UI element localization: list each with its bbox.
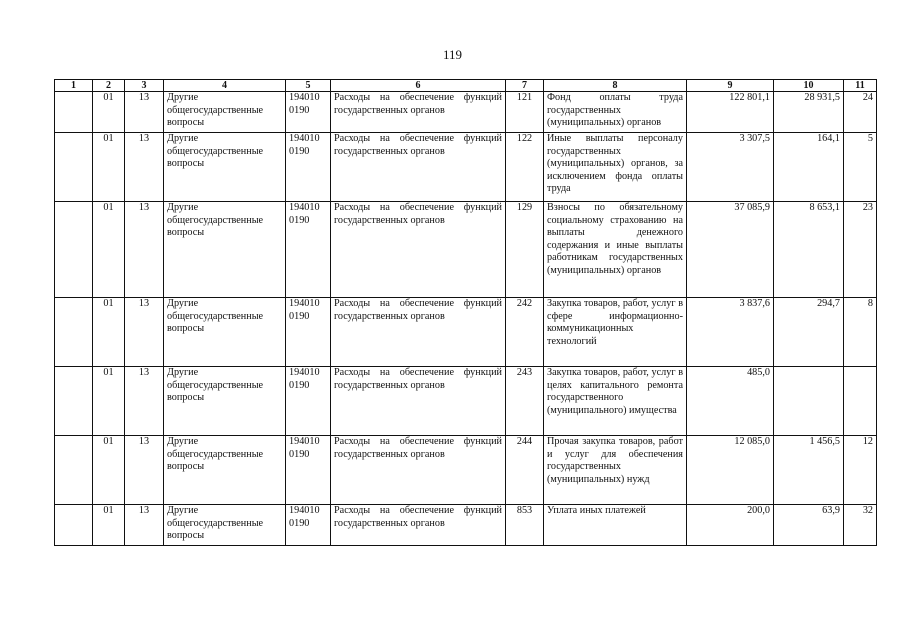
column-header: 10 xyxy=(774,80,844,92)
cell-target-code: 194010 0190 xyxy=(286,92,331,133)
cell-amount-plan: 3 307,5 xyxy=(687,133,774,202)
table-row xyxy=(55,505,877,546)
cell-target-code: 194010 0190 xyxy=(286,202,331,298)
cell-amount-actual: 8 653,1 xyxy=(774,202,844,298)
cell-amount-plan: 200,0 xyxy=(687,505,774,546)
column-header: 2 xyxy=(93,80,125,92)
cell-target-name: Расходы на обеспечение функций государственных органов xyxy=(331,298,506,367)
cell-percent: 5 xyxy=(844,133,877,202)
cell-index xyxy=(55,202,93,298)
cell-index xyxy=(55,505,93,546)
cell-subsection: 13 xyxy=(125,298,164,367)
cell-section: 01 xyxy=(93,367,125,436)
cell-expense-name: Фонд оплаты труда государственных (муниципальных) органов xyxy=(544,92,687,133)
cell-expense-name: Прочая закупка товаров, работ и услуг для обеспечения государственных (муниципальных) нужд xyxy=(544,436,687,505)
cell-percent: 12 xyxy=(844,436,877,505)
column-header: 4 xyxy=(164,80,286,92)
cell-index xyxy=(55,92,93,133)
page-number: 119 xyxy=(442,47,463,62)
cell-percent: 8 xyxy=(844,298,877,367)
cell-expense-code: 853 xyxy=(506,505,544,546)
cell-target-name: Расходы на обеспечение функций государственных органов xyxy=(331,92,506,133)
header-row xyxy=(55,80,877,92)
cell-expense-code: 121 xyxy=(506,92,544,133)
cell-subsection: 13 xyxy=(125,133,164,202)
cell-index xyxy=(55,436,93,505)
cell-section: 01 xyxy=(93,133,125,202)
cell-amount-plan: 485,0 xyxy=(687,367,774,436)
cell-section-name: Другие общегосударственные вопросы xyxy=(164,367,286,436)
cell-target-name: Расходы на обеспечение функций государственных органов xyxy=(331,133,506,202)
cell-target-name: Расходы на обеспечение функций государственных органов xyxy=(331,202,506,298)
column-header: 9 xyxy=(687,80,774,92)
cell-index xyxy=(55,367,93,436)
cell-expense-name: Закупка товаров, работ, услуг в сфере информационно-коммуникационных технологий xyxy=(544,298,687,367)
column-header: 7 xyxy=(506,80,544,92)
cell-subsection: 13 xyxy=(125,367,164,436)
table-row xyxy=(55,298,877,367)
cell-expense-name: Взносы по обязательному социальному страхованию на выплаты денежного содержания и иные выплаты работникам государственных (муниципальных) органов xyxy=(544,202,687,298)
cell-section-name: Другие общегосударственные вопросы xyxy=(164,92,286,133)
cell-amount-actual xyxy=(774,367,844,436)
cell-target-code: 194010 0190 xyxy=(286,436,331,505)
cell-target-name: Расходы на обеспечение функций государственных органов xyxy=(331,436,506,505)
column-header: 5 xyxy=(286,80,331,92)
cell-section: 01 xyxy=(93,298,125,367)
table-row xyxy=(55,436,877,505)
table-row xyxy=(55,133,877,202)
cell-target-code: 194010 0190 xyxy=(286,367,331,436)
cell-amount-actual: 28 931,5 xyxy=(774,92,844,133)
cell-subsection: 13 xyxy=(125,92,164,133)
cell-expense-name: Иные выплаты персоналу государственных (муниципальных) органов, за исключением фонда оплаты труда xyxy=(544,133,687,202)
cell-target-name: Расходы на обеспечение функций государственных органов xyxy=(331,367,506,436)
table-body xyxy=(55,92,877,546)
cell-percent: 24 xyxy=(844,92,877,133)
cell-percent xyxy=(844,367,877,436)
cell-expense-name: Закупка товаров, работ, услуг в целях капитального ремонта государственного (муниципального) имущества xyxy=(544,367,687,436)
cell-target-code: 194010 0190 xyxy=(286,505,331,546)
cell-section: 01 xyxy=(93,202,125,298)
cell-section-name: Другие общегосударственные вопросы xyxy=(164,298,286,367)
table-row xyxy=(55,202,877,298)
budget-table xyxy=(54,79,877,546)
column-header: 8 xyxy=(544,80,687,92)
cell-expense-code: 122 xyxy=(506,133,544,202)
cell-section: 01 xyxy=(93,92,125,133)
cell-expense-code: 242 xyxy=(506,298,544,367)
cell-amount-plan: 37 085,9 xyxy=(687,202,774,298)
cell-amount-plan: 3 837,6 xyxy=(687,298,774,367)
cell-target-code: 194010 0190 xyxy=(286,133,331,202)
cell-amount-actual: 63,9 xyxy=(774,505,844,546)
cell-target-name: Расходы на обеспечение функций государственных органов xyxy=(331,505,506,546)
cell-percent: 32 xyxy=(844,505,877,546)
cell-index xyxy=(55,133,93,202)
cell-subsection: 13 xyxy=(125,436,164,505)
cell-expense-code: 244 xyxy=(506,436,544,505)
cell-expense-code: 129 xyxy=(506,202,544,298)
cell-section-name: Другие общегосударственные вопросы xyxy=(164,436,286,505)
column-header: 11 xyxy=(844,80,877,92)
cell-amount-actual: 1 456,5 xyxy=(774,436,844,505)
cell-amount-plan: 122 801,1 xyxy=(687,92,774,133)
cell-expense-code: 243 xyxy=(506,367,544,436)
cell-expense-name: Уплата иных платежей xyxy=(544,505,687,546)
cell-subsection: 13 xyxy=(125,505,164,546)
cell-target-code: 194010 0190 xyxy=(286,298,331,367)
cell-section-name: Другие общегосударственные вопросы xyxy=(164,133,286,202)
table-row xyxy=(55,92,877,133)
cell-section-name: Другие общегосударственные вопросы xyxy=(164,202,286,298)
cell-subsection: 13 xyxy=(125,202,164,298)
cell-section: 01 xyxy=(93,505,125,546)
cell-amount-plan: 12 085,0 xyxy=(687,436,774,505)
cell-percent: 23 xyxy=(844,202,877,298)
table-row xyxy=(55,367,877,436)
column-header: 3 xyxy=(125,80,164,92)
cell-section-name: Другие общегосударственные вопросы xyxy=(164,505,286,546)
column-header: 6 xyxy=(331,80,506,92)
cell-amount-actual: 164,1 xyxy=(774,133,844,202)
cell-amount-actual: 294,7 xyxy=(774,298,844,367)
cell-section: 01 xyxy=(93,436,125,505)
column-header: 1 xyxy=(55,80,93,92)
cell-index xyxy=(55,298,93,367)
